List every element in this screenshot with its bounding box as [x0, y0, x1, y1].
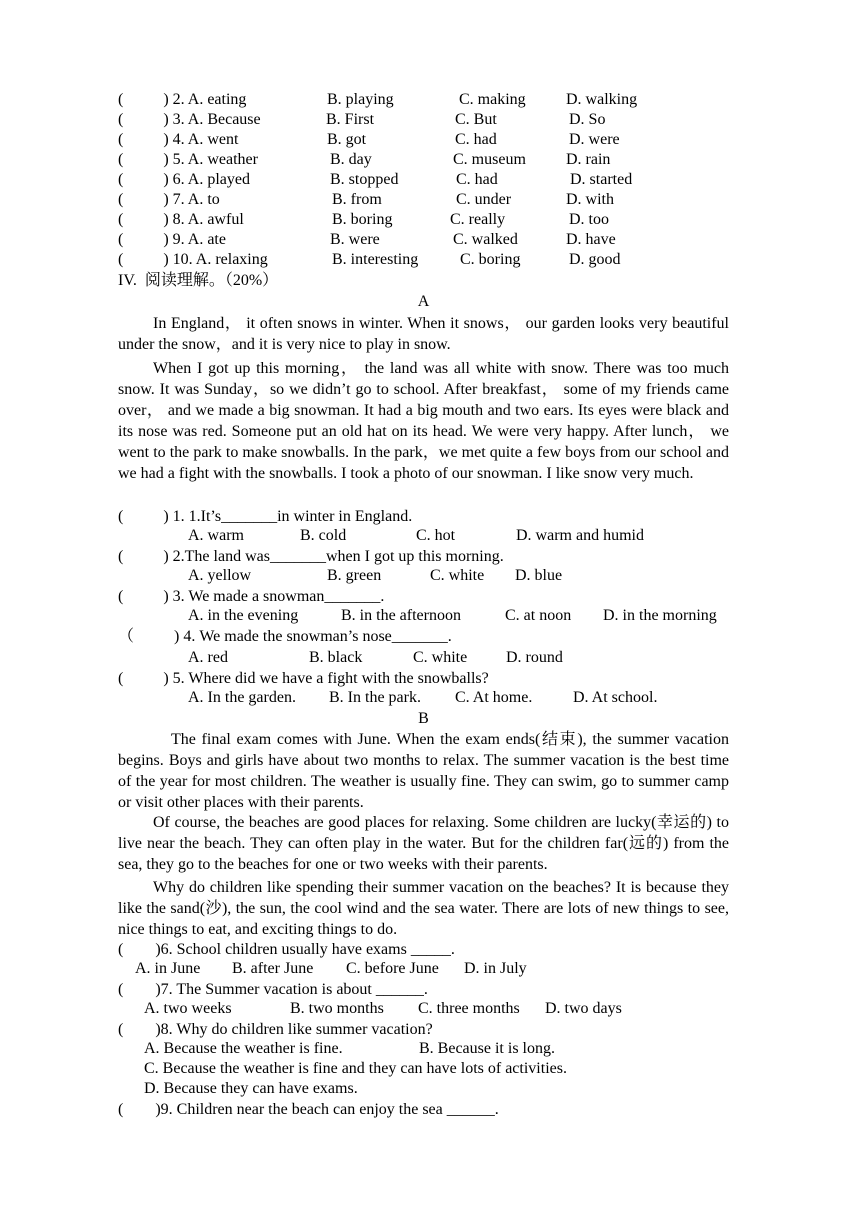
option-a: A. In the garden.: [188, 689, 296, 706]
option-c: C. hot: [416, 527, 456, 544]
option-b: B. were: [330, 231, 380, 248]
option-d: D. Because they can have exams.: [144, 1080, 358, 1097]
passage-a-paragraph-1: In England， it often snows in winter. When it snows， our garden looks very beautiful under the snow，and it is very nice to play in snow.: [118, 315, 729, 353]
question-2: ( ) 2.The land was_______when I got up this morning.: [118, 548, 504, 565]
option-d: D. in July: [464, 960, 527, 977]
option-a: A. yellow: [188, 567, 252, 584]
option-d: D. rain: [566, 151, 611, 168]
cloze-question: ( ) 6. A. played: [118, 171, 250, 188]
passage-a-paragraph-2: When I got up this morning， the land was all white with snow. There was too much snow. It was Sunday，so we didn’t go to school. After breakfast， some of my friends came over， and we made a big snowman. It had a big mouth and two ears. Its eyes were black and its nose was red. Someone put an old hat on its head. We were very happy. After lunch， we went to the park to make snowballs. In the park，we met quite a few boys from our school and we had a fight with the snowballs. I took a photo of our snowman. I like snow very much.: [118, 360, 730, 482]
option-d: D. with: [566, 191, 614, 208]
option-a: A. in June: [135, 960, 201, 977]
option-d: D. round: [506, 649, 563, 666]
option-c: C. But: [455, 111, 497, 128]
passage-b-paragraph-2: Of course, the beaches are good places for relaxing. Some children are lucky(幸运的) to live near the beach. They can often play in the water. But for the children far(远的) from the sea, they go to the beaches for one or two weeks with their parents.: [118, 814, 729, 873]
option-c: C. white: [430, 567, 485, 584]
option-b: B. First: [326, 111, 375, 128]
option-d: D. warm and humid: [516, 527, 644, 544]
cloze-question: ( ) 8. A. awful: [118, 211, 244, 228]
option-b: B. Because it is long.: [419, 1040, 555, 1057]
option-b: B. interesting: [332, 251, 419, 268]
option-d: D. blue: [515, 567, 563, 584]
option-b: B. got: [327, 131, 367, 148]
question-7: ( )7. The Summer vacation is about ______.: [118, 981, 428, 998]
option-d: D. were: [569, 131, 620, 148]
option-c: C. museum: [453, 151, 526, 168]
option-d: D. started: [570, 171, 633, 188]
option-a: A. two weeks: [144, 1000, 232, 1017]
question-1: ( ) 1. 1.It’s_______in winter in England.: [118, 508, 413, 525]
cloze-question: ( ) 9. A. ate: [118, 231, 226, 248]
cloze-question: ( ) 2. A. eating: [118, 91, 247, 108]
passage-b-paragraph-3: Why do children like spending their summer vacation on the beaches? It is because they like the sand(沙), the sun, the cool wind and the sea water. There are lots of new things to see, nice things to eat, and exciting things to do.: [118, 879, 729, 938]
option-c: C. under: [456, 191, 512, 208]
option-b: B. after June: [232, 960, 314, 977]
option-b: B. cold: [300, 527, 347, 544]
option-c: C. had: [455, 131, 497, 148]
option-c: C. had: [456, 171, 498, 188]
option-c: C. boring: [460, 251, 521, 268]
question-9: ( )9. Children near the beach can enjoy the sea ______.: [118, 1101, 499, 1118]
option-c: C. Because the weather is fine and they can have lots of activities.: [144, 1060, 567, 1077]
option-d: D. too: [569, 211, 609, 228]
cloze-question: ( ) 5. A. weather: [118, 151, 258, 168]
option-c: C. At home.: [455, 689, 533, 706]
cloze-question: ( ) 4. A. went: [118, 131, 239, 148]
option-a: A. red: [188, 649, 228, 666]
option-b: B. from: [332, 191, 382, 208]
question-5: ( ) 5. Where did we have a fight with the snowballs?: [118, 670, 489, 687]
option-b: B. playing: [327, 91, 394, 108]
question-6: ( )6. School children usually have exams _____.: [118, 941, 455, 958]
option-d: D. have: [566, 231, 616, 248]
option-c: C. three months: [418, 1000, 520, 1017]
passage-b-paragraph-1: The final exam comes with June. When the exam ends(结束), the summer vacation begins. Boys and girls have about two months to relax. The summer vacation is the best time of the year for most children. The weather is usually fine. They can swim, go to summer camp or visit other places with their parents.: [118, 731, 729, 811]
option-c: C. really: [450, 211, 506, 228]
option-d: D. walking: [566, 91, 638, 108]
option-c: C. making: [459, 91, 526, 108]
option-a: A. warm: [188, 527, 244, 544]
option-c: C. white: [413, 649, 468, 666]
option-b: B. In the park.: [329, 689, 421, 706]
passage-a-label: A: [417, 293, 430, 310]
option-b: B. day: [330, 151, 372, 168]
cloze-question: ( ) 10. A. relaxing: [118, 251, 268, 268]
question-8: ( )8. Why do children like summer vacation?: [118, 1021, 433, 1038]
option-b: B. two months: [290, 1000, 384, 1017]
option-d: D. in the morning: [603, 607, 717, 624]
option-c: C. walked: [453, 231, 518, 248]
option-c: C. before June: [346, 960, 439, 977]
option-d: D. So: [569, 111, 606, 128]
option-b: B. in the afternoon: [341, 607, 461, 624]
option-b: B. green: [327, 567, 382, 584]
option-d: D. good: [569, 251, 621, 268]
option-b: B. stopped: [330, 171, 399, 188]
cloze-question: ( ) 3. A. Because: [118, 111, 261, 128]
question-4: （ ) 4. We made the snowman’s nose_______.: [118, 628, 452, 645]
option-d: D. At school.: [573, 689, 658, 706]
option-c: C. at noon: [505, 607, 572, 624]
option-b: B. black: [309, 649, 363, 666]
section-heading: IV. 阅读理解。（20%）: [118, 272, 279, 289]
option-b: B. boring: [332, 211, 393, 228]
option-a: A. in the evening: [188, 607, 299, 624]
option-a: A. Because the weather is fine.: [144, 1040, 343, 1057]
question-3: ( ) 3. We made a snowman_______.: [118, 588, 385, 605]
option-d: D. two days: [545, 1000, 622, 1017]
cloze-question: ( ) 7. A. to: [118, 191, 220, 208]
passage-b-label: B: [418, 710, 429, 727]
